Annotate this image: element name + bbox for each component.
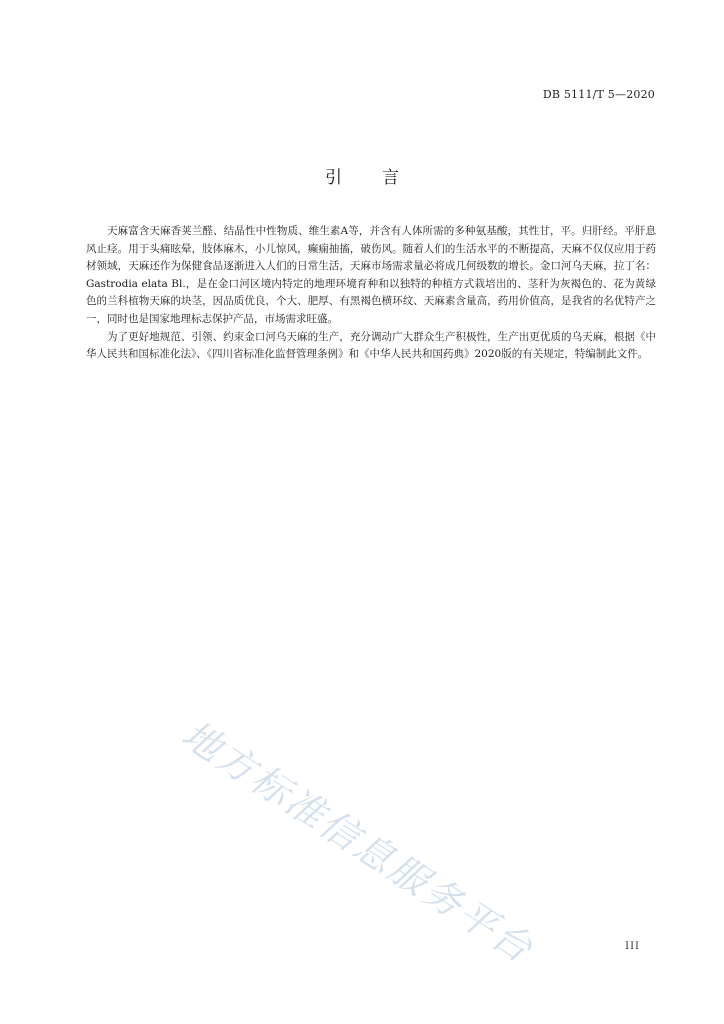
paragraph-2: 为了更好地规范、引领、约束金口河乌天麻的生产，充分调动广大群众生产积极性，生产出更优质的乌天麻，根据《中华人民共和国标准化法》、《四川省标准化监督管理条例》和《中华人民共和国药典》2020版的有关规定，特编制此文件。 <box>86 330 656 361</box>
page-number: III <box>625 941 640 952</box>
paragraph-1: 天麻富含天麻香荚兰醛、结晶性中性物质、维生素A等，并含有人体所需的多种氨基酸，其性甘，平。归肝经。平肝息风止痉。用于头痛眩晕，肢体麻木，小儿惊风，癫痫抽搐，破伤风。随着人们的生活水平的不断提高，天麻不仅仅应用于药材领域，天麻还作为保健食品逐渐进入人们的日常生活，天麻市场需求量必将成几何级数的增长。金口河乌天麻，拉丁名：Gastrodia elata Bl.，是在金口河区境内特定的地理环境育种和以独特的种植方式栽培出的、茎秆为灰褐色的、花为黄绿色的兰科植物天麻的块茎，因品质优良，个大、肥厚、有黑褐色横环纹、天麻素含量高，药用价值高，是我省的名优特产之一，同时也是国家地理标志保护产品，市场需求旺盛。 <box>86 225 656 325</box>
document-code: DB 5111/T 5—2020 <box>542 88 655 101</box>
section-title: 引言 <box>325 168 439 188</box>
introduction-body <box>86 223 656 364</box>
watermark: 地方标准信息服务平台 <box>174 711 542 973</box>
